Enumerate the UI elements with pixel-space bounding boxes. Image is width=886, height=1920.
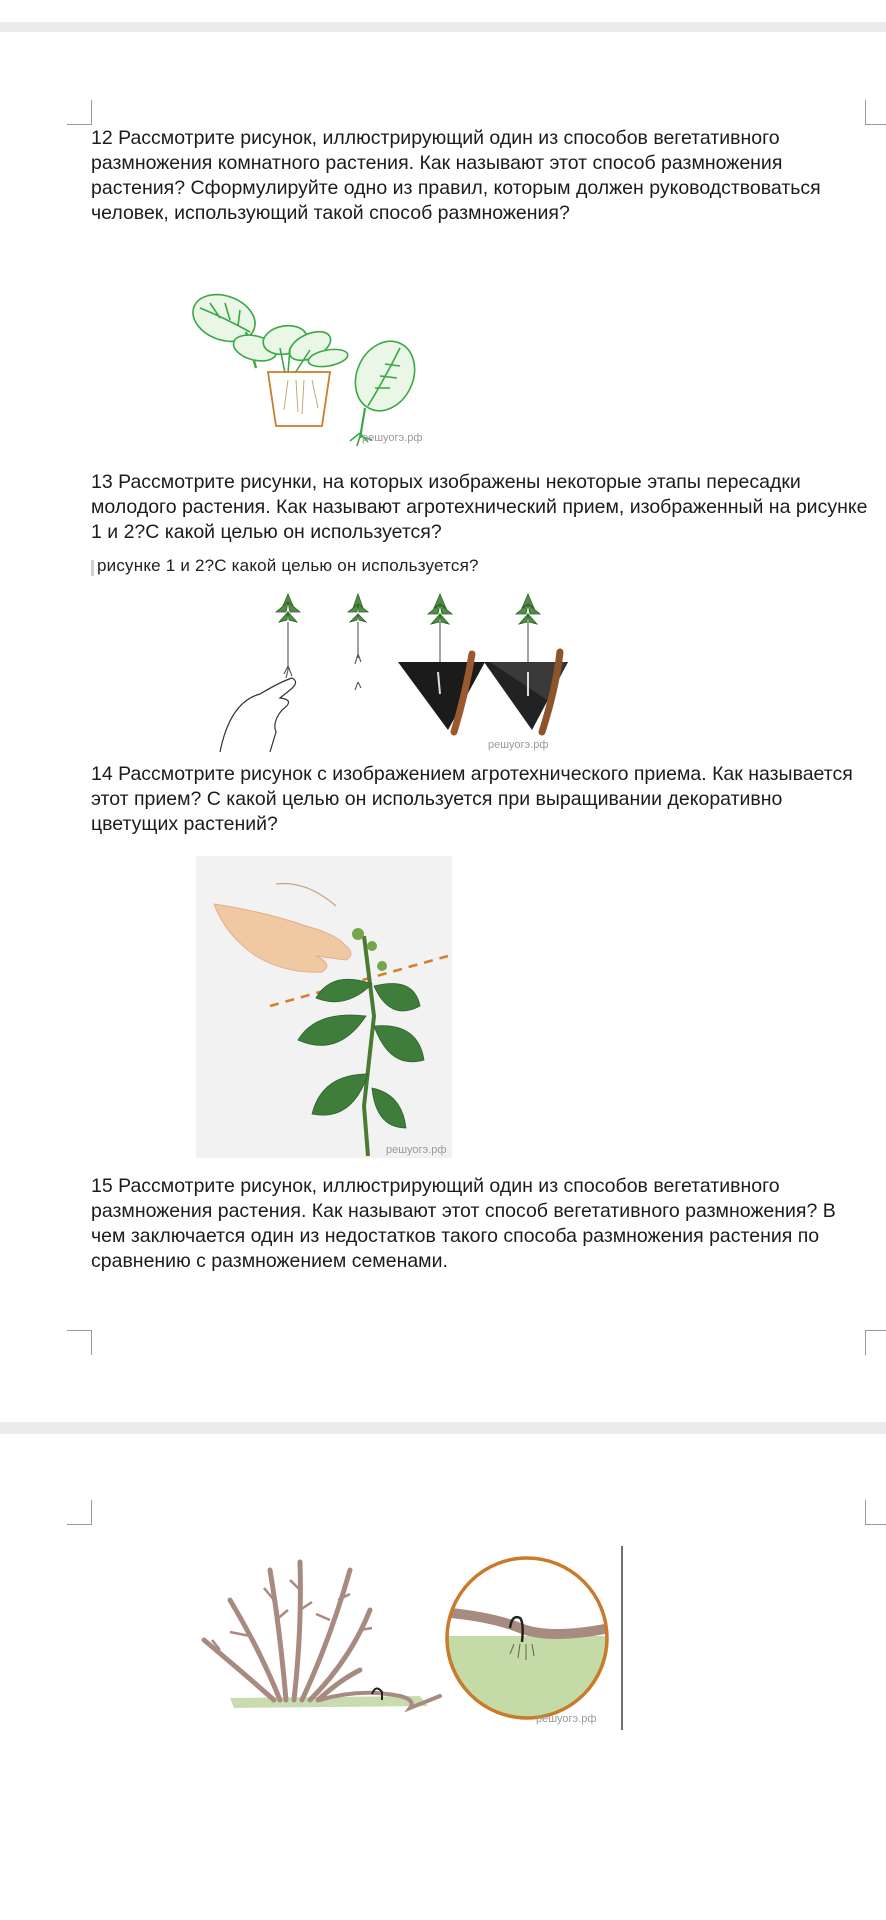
question-12-text: 12 Рассмотрите рисунок, иллюстрирующий один из способов вегетативного размножения комнатного растения. Как называют этот способ размножения растения? Сформулируйте одно из правил, которым должен руководствоваться человек, использующий такой способ размножения? xyxy=(91,127,821,224)
figure-14-watermark: решуогэ.рф xyxy=(386,1144,447,1156)
margin-corner-top-left-2 xyxy=(67,1500,92,1525)
figure-13-cropped-text: рисунке 1 и 2?С какой целью он используется? xyxy=(97,556,479,575)
page-separator-middle xyxy=(0,1422,886,1434)
page-separator-top xyxy=(0,22,886,32)
figure-12-watermark: решуогэ.рф xyxy=(362,432,423,444)
figure-13-watermark: решуогэ.рф xyxy=(488,739,549,751)
question-13-text: 13 Рассмотрите рисунки, на которых изображены некоторые этапы пересадки молодого растения. Как называют агротехнический прием, изображенный на рисунке 1 и 2?С какой целью он используется? xyxy=(91,471,868,543)
question-15-text: 15 Рассмотрите рисунок, иллюстрирующий один из способов вегетативного размножения растения. Как называют этот способ вегетативного размножения? В чем заключается один из недостатков такого способа размножения растения по сравнению с размножением семенами. xyxy=(91,1175,836,1272)
figure-15-layering xyxy=(190,1540,630,1740)
margin-corner-top-right-2 xyxy=(865,1500,886,1525)
figure-12-leaf-cuttings xyxy=(190,288,430,448)
figure-14-pinching xyxy=(196,856,452,1158)
margin-corner-top-right xyxy=(865,100,886,125)
crop-edge-mark xyxy=(91,560,94,576)
figure-13-transplanting xyxy=(210,582,580,758)
margin-corner-top-left xyxy=(67,100,92,125)
margin-corner-bottom-right xyxy=(865,1330,886,1355)
question-14-text: 14 Рассмотрите рисунок с изображением агротехнического приема. Как называется этот прием? С какой целью он используется при выращивании декоративно цветущих растений? xyxy=(91,763,853,835)
figure-15-watermark: решуогэ.рф xyxy=(536,1713,597,1725)
margin-corner-bottom-left xyxy=(67,1330,92,1355)
